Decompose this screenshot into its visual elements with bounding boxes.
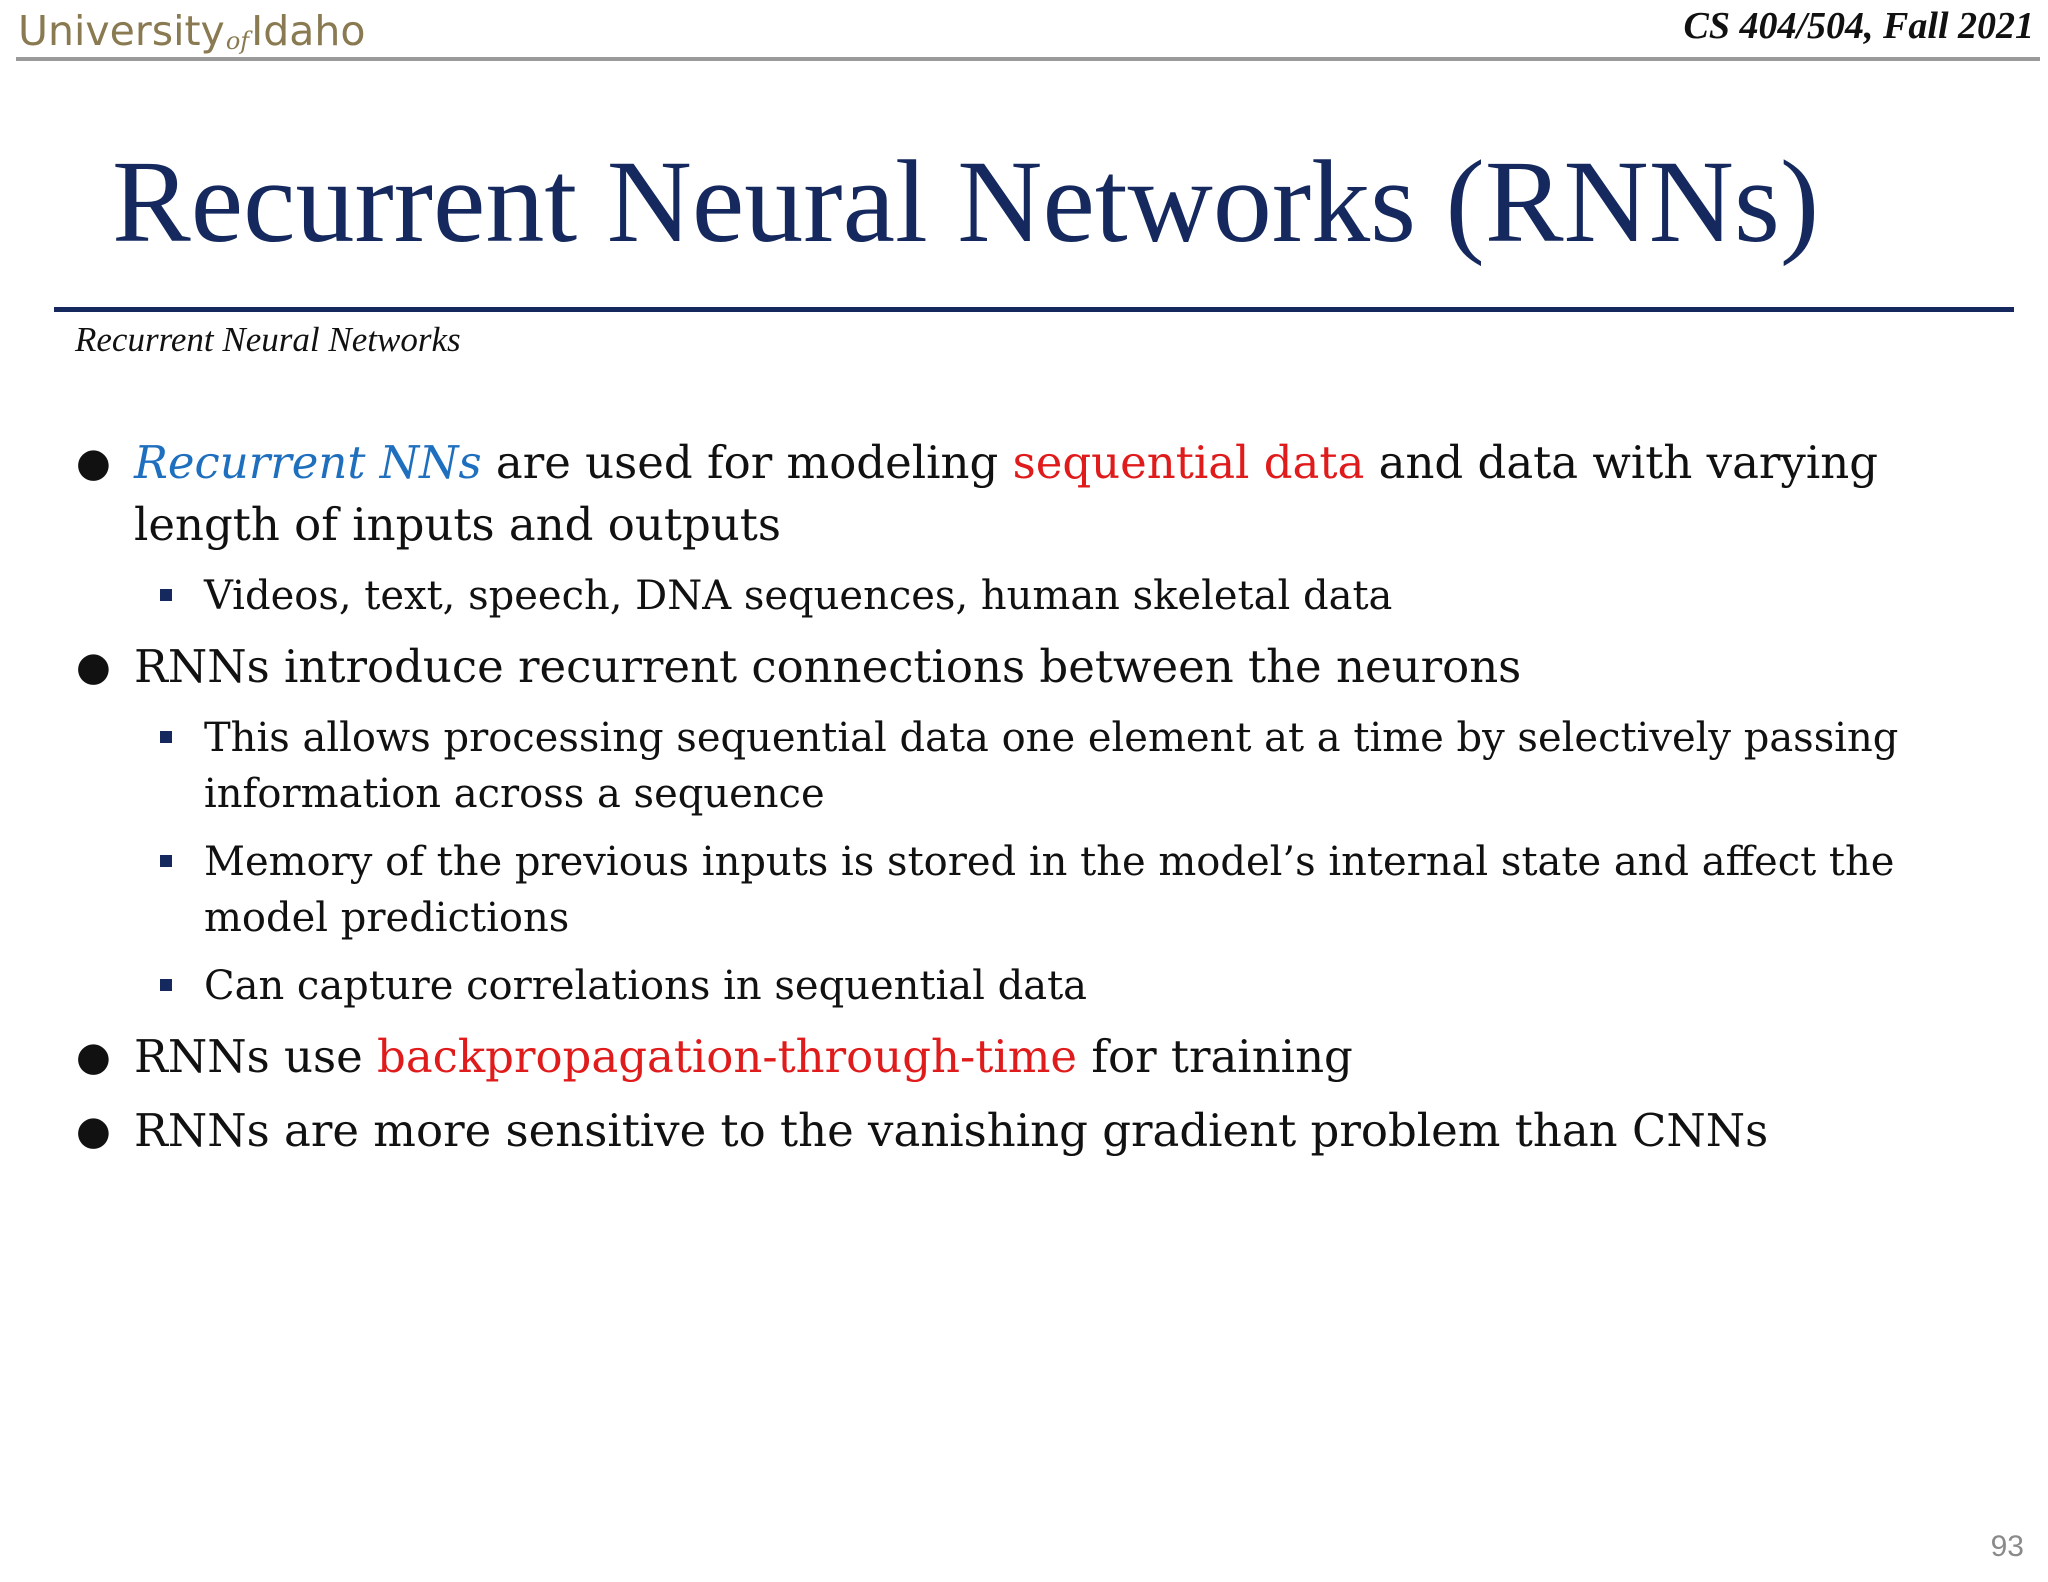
bullet-vanishing-gradient [0, 1100, 2048, 1162]
header-divider [16, 57, 2040, 61]
sub-bullet-processing [0, 710, 2048, 822]
logo-idaho: Idaho [251, 7, 366, 55]
bullet-text: RNNs use [134, 1030, 378, 1083]
sub-bullet-memory [0, 834, 2048, 946]
square-bullet [160, 855, 172, 867]
title-divider [54, 307, 2014, 312]
square-bullet [160, 589, 172, 601]
bullet-text: RNNs are more sensitive to the vanishing gradient problem than CNNs [134, 1104, 1769, 1157]
logo-of: of [225, 27, 250, 55]
square-bullet [160, 979, 172, 991]
university-logo [18, 4, 365, 58]
emphasis-text: Recurrent NNs [134, 436, 482, 489]
bullet-text: and data with varying length of inputs and outputs [134, 436, 1879, 551]
highlight-text: backpropagation-through-time [377, 1030, 1078, 1083]
bullet-text: RNNs introduce recurrent connections between the neurons [134, 640, 1522, 693]
section-label: Recurrent Neural Networks [75, 320, 461, 359]
bullet-dot: ● [76, 440, 111, 486]
bullet-recurrent-nns [0, 432, 2048, 556]
bullet-recurrent-connections [0, 636, 2048, 698]
sub-bullet-text: Memory of the previous inputs is stored in the model’s internal state and affect the model predictions [204, 839, 1895, 941]
highlight-text: sequential data [1012, 436, 1365, 489]
bullet-dot: ● [76, 1034, 111, 1080]
course-label: CS 404/504, Fall 2021 [1683, 5, 2034, 47]
bullet-text: are used for modeling [481, 436, 1013, 489]
sub-bullet-examples [0, 568, 2048, 624]
square-bullet [160, 731, 172, 743]
bullet-bptt [0, 1026, 2048, 1088]
page-number: 93 [1990, 1530, 2024, 1563]
sub-bullet-text: Can capture correlations in sequential data [204, 963, 1087, 1009]
slide-title: Recurrent Neural Networks (RNNs) [112, 136, 1820, 267]
sub-bullet-text: This allows processing sequential data one element at a time by selectively passing information across a sequence [204, 715, 1899, 817]
sub-bullet-correlations [0, 958, 2048, 1014]
bullet-text: for training [1077, 1030, 1353, 1083]
slide-content [0, 432, 2048, 1174]
bullet-dot: ● [76, 1108, 111, 1154]
bullet-dot: ● [76, 644, 111, 690]
logo-university: University [18, 7, 225, 55]
sub-bullet-text: Videos, text, speech, DNA sequences, human skeletal data [204, 573, 1393, 619]
